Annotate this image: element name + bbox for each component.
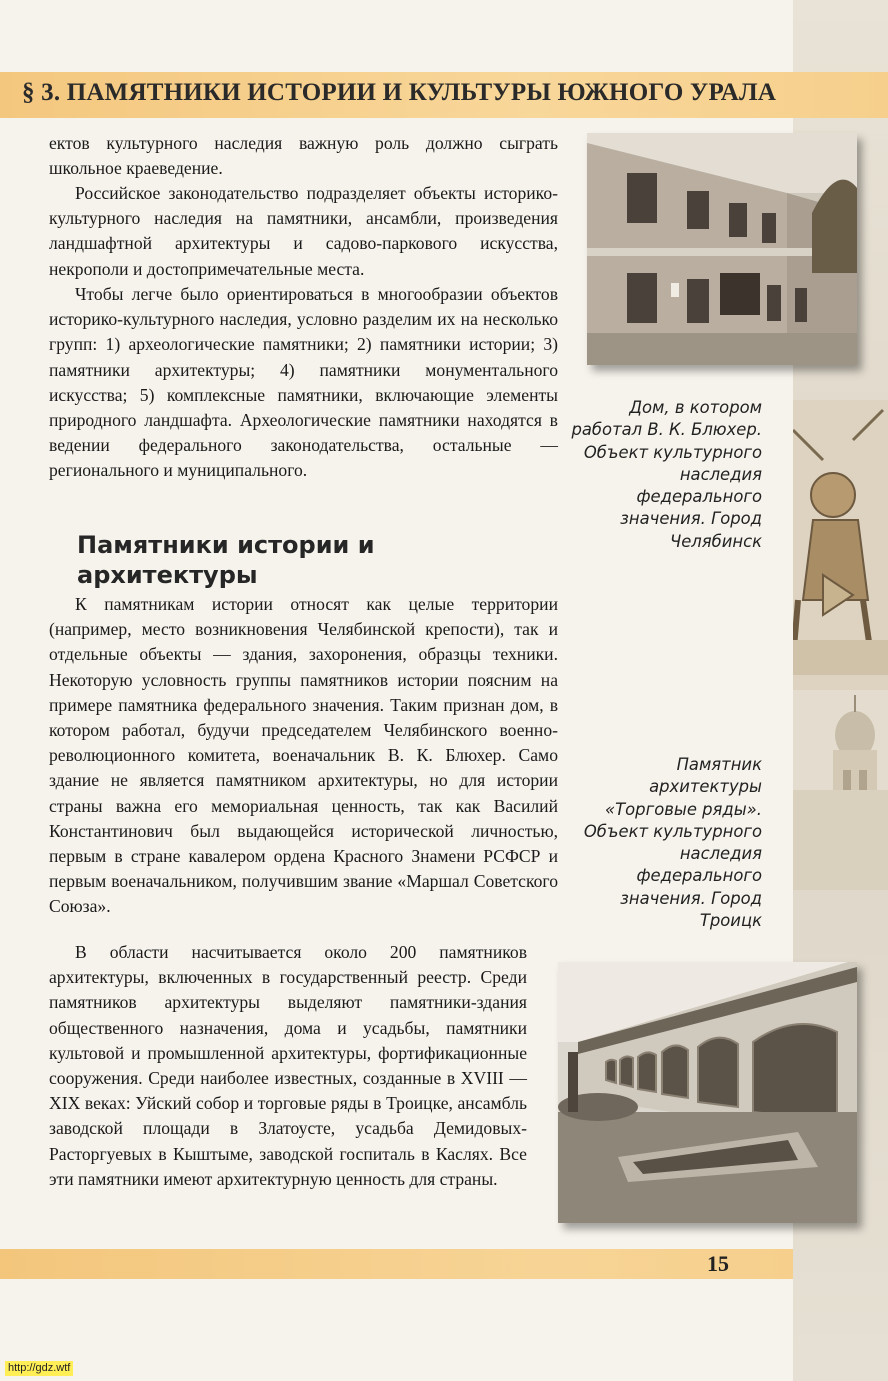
page-number: 15 — [707, 1251, 729, 1276]
chapter-title: § 3. ПАМЯТНИКИ ИСТОРИИ И КУЛЬТУРЫ ЮЖНОГО УРАЛА — [22, 79, 777, 106]
caption-trade-rows: Памятник архитектуры «Торговые ряды». Объект культурного наследия федерального значения. Город Троицк — [583, 755, 762, 931]
church-illustration — [793, 690, 888, 890]
section-subheading: Памятники истории и архитектуры — [77, 531, 375, 589]
paragraph-5: В области насчитывается около 200 памятников архитектуры, включенных в государственный реестр. Среди памятников архитектуры выделяют памятники-здания общественного назначения, дома и усадьбы, памятники культовой и промышленной архитектуры, фортификационные сооружения. Среди наиболее известных, созданные в XVIII — XIX веках: Уйский собор и торговые ряды в Троицке, ансамбль заводской площади в Златоусте, усадьба Демидовых-Расторгуевых в Кыштыме, заводской госпиталь в Каслях. Все эти памятники имеют архитектурную ценность для страны. — [49, 942, 527, 1189]
footer-band — [0, 1249, 793, 1279]
warrior-illustration — [793, 400, 888, 730]
caption-blucher-house: Дом, в котором работал В. К. Блюхер. Объект культурного наследия федерального значения. Город Челябинск — [571, 398, 762, 551]
blucher-house-photo — [587, 133, 857, 365]
trade-rows-photo — [558, 962, 857, 1223]
paragraph-2: Российское законодательство подразделяет объекты историко-культурного наследия на памятники, ансамбли, произведения ландшафтной архитектуры и садово-паркового искусства, некрополи и достопримечательные места. — [49, 183, 558, 279]
watermark-link[interactable]: http://gdz.wtf — [5, 1361, 73, 1376]
paragraph-4: К памятникам истории относят как целые территории (например, место возникновения Челябинской крепости), так и отдельные объекты — здания, захоронения, образцы техники. Некоторую условность группы памятников истории поясним на примере памятника федерального значения. Таким признан дом, в котором работал, будучи председателем Челябинского военно-революционного комитета, военачальник В. К. Блюхер. Само здание не является памятником архитектуры, но для истории страны важна его мемориальная ценность, так как Василий Константинович был выдающейся исторической личностью, первым в стране кавалером ордена Красного Знамени РСФСР и первым военачальником, получившим звание «Маршал Советского Союза». — [49, 594, 558, 917]
paragraph-1: ектов культурного наследия важную роль должно сыграть школьное краеведение. — [49, 133, 558, 179]
paragraph-3: Чтобы легче было ориентироваться в многообразии объектов историко-культурного наследия, условно разделим их на несколько групп: 1) археологические памятники; 2) памятники истории; 3) памятники архитектуры; 4) памятники монументального искусства; 5) комплексные памятники, включающие элементы природного ландшафта. Археологические памятники находятся в ведении федерального законодательства, остальные — регионального и муниципального. — [49, 284, 558, 481]
